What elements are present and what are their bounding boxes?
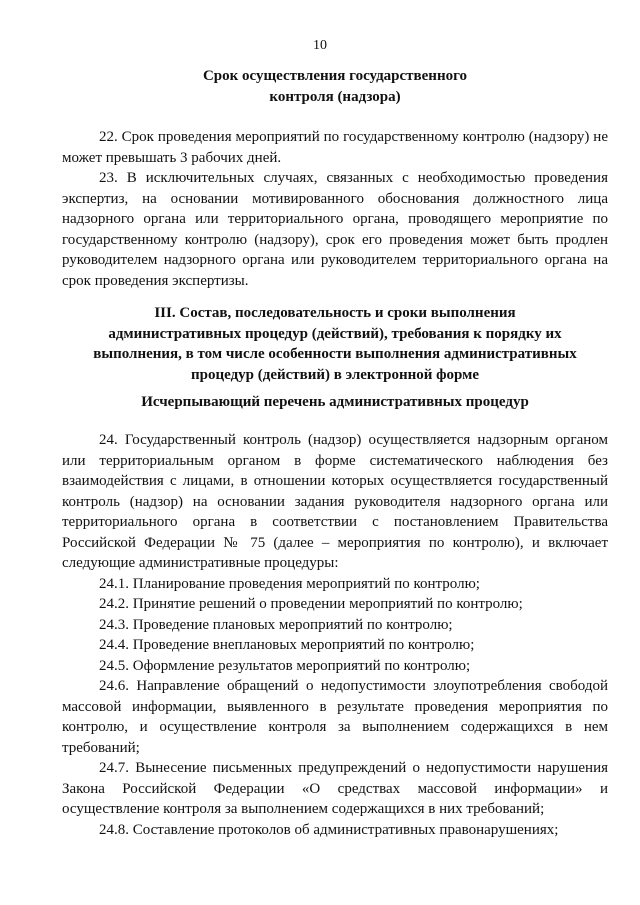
paragraph-23: 23. В исключительных случаях, связанных с необходимостью проведения экспертиз, на основании мотивированного обоснования должностного лица надзорного органа или территориального органа, проводящего мероприятие по государственному контролю (надзору), срок его проведения может быть продлен руководителем надзорного органа или руководителем территориального органа на срок проведения экспертизы.	[62, 170, 608, 289]
heading-line: выполнения, в том числе особенности выполнения административных	[93, 346, 577, 362]
heading-line: Срок осуществления государственного	[202, 68, 468, 84]
heading-line: процедур (действий) в электронной форме	[190, 366, 480, 383]
page-number: 10	[313, 38, 327, 53]
list-item-24-6: 24.6. Направление обращений о недопустимости злоупотребления свободой массовой информации, выявленного в результате проведения мероприятия по контролю, и осуществление контроля за выполнением содержащихся в нем требований;	[62, 678, 608, 756]
heading-line: III. Состав, последовательность и сроки выполнения	[154, 305, 516, 321]
section-body-deadline	[62, 127, 608, 291]
section-heading-procedures	[62, 303, 608, 385]
heading-line: контроля (надзора)	[269, 88, 401, 105]
section-heading-deadline	[62, 66, 608, 107]
section-body-procedure-list	[62, 430, 608, 840]
list-item-24-4: 24.4. Проведение внеплановых мероприятий по контролю;	[99, 637, 475, 653]
subsection-heading-procedure-list	[62, 392, 608, 413]
list-item-24-2: 24.2. Принятие решений о проведении мероприятий по контролю;	[99, 596, 523, 612]
heading-line: административных процедур (действий), требования к порядку их	[108, 325, 562, 342]
paragraph-24: 24. Государственный контроль (надзор) осуществляется надзорным органом или территориальным органом в форме систематического наблюдения без взаимодействия с лицами, в отношении которых осуществляется государственный контроль (надзор) на основании задания руководителя надзорного органа или территориального органа в соответствии с постановлением Правительства Российской Федерации № 75 (далее – мероприятия по контролю), и включает следующие административные процедуры:	[62, 432, 608, 571]
list-item-24-3: 24.3. Проведение плановых мероприятий по контролю;	[99, 616, 453, 633]
paragraph-22: 22. Срок проведения мероприятий по государственному контролю (надзору) не может превышать 3 рабочих дней.	[62, 129, 608, 166]
heading-line: Исчерпывающий перечень административных процедур	[141, 394, 529, 410]
list-item-24-8: 24.8. Составление протоколов об административных правонарушениях;	[99, 821, 559, 838]
list-item-24-5: 24.5. Оформление результатов мероприятий по контролю;	[99, 657, 471, 674]
list-item-24-7: 24.7. Вынесение письменных предупреждений о недопустимости нарушения Закона Российской Федерации «О средствах массовой информации» и осуществление контроля за выполнением содержащихся в них требований;	[62, 760, 608, 817]
list-item-24-1: 24.1. Планирование проведения мероприятий по контролю;	[99, 575, 480, 592]
